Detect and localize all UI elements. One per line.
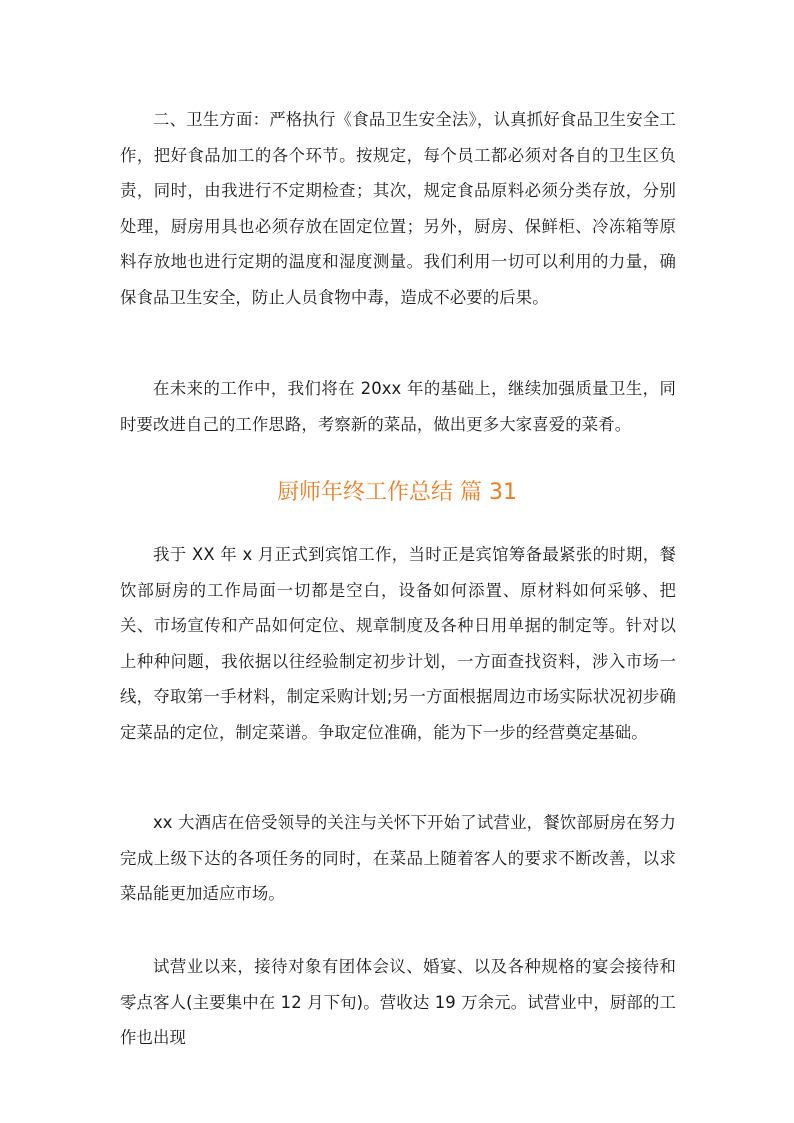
section-heading: 厨师年终工作总结 篇 31 bbox=[277, 480, 517, 505]
paragraph-future-work: 在未来的工作中，我们将在 20xx 年的基础上，继续加强质量卫生，同时要改进自己的工作思路，考察新的菜品，做出更多大家喜爱的菜肴。 bbox=[120, 379, 676, 434]
paragraph-trial-operation: xx 大酒店在倍受领导的关注与关怀下开始了试营业，餐饮部厨房在努力完成上级下达的各项任务的同时，在菜品上随着客人的要求不断改善，以求菜品能更加适应市场。 bbox=[120, 813, 676, 903]
paragraph-hygiene: 二、卫生方面：严格执行《食品卫生安全法》，认真抓好食品卫生安全工作，把好食品加工的各个环节。按规定，每个员工都必须对各自的卫生区负责，同时，由我进行不定期检查；其次，规定食品原料必须分类存放，分别处理，厨房用具也必须存放在固定位置；另外，厨房、保鲜柜、冷冻箱等原料存放地也进行定期的温度和湿度测量。我们利用一切可以利用的力量，确保食品卫生安全，防止人员食物中毒，造成不必要的后果。 bbox=[120, 110, 676, 307]
paragraph-joining-hotel: 我于 XX 年 x 月正式到宾馆工作，当时正是宾馆筹备最紧张的时期，餐饮部厨房的工作局面一切都是空白，设备如何添置、原材料如何采够、把关、市场宣传和产品如何定位、规章制度及各种日用单据的制定等。针对以上种种问题，我依据以往经验制定初步计划，一方面查找资料，涉入市场一线，夺取第一手材料，制定采购计划;另一方面根据周边市场实际状况初步确定菜品的定位，制定菜谱。争取定位准确，能为下一步的经营奠定基础。 bbox=[120, 545, 676, 742]
paragraph-reception-revenue: 试营业以来，接待对象有团体会议、婚宴、以及各种规格的宴会接待和零点客人(主要集中在 12 月下旬)。营收达 19 万余元。试营业中，厨部的工作也出现 bbox=[120, 957, 676, 1047]
